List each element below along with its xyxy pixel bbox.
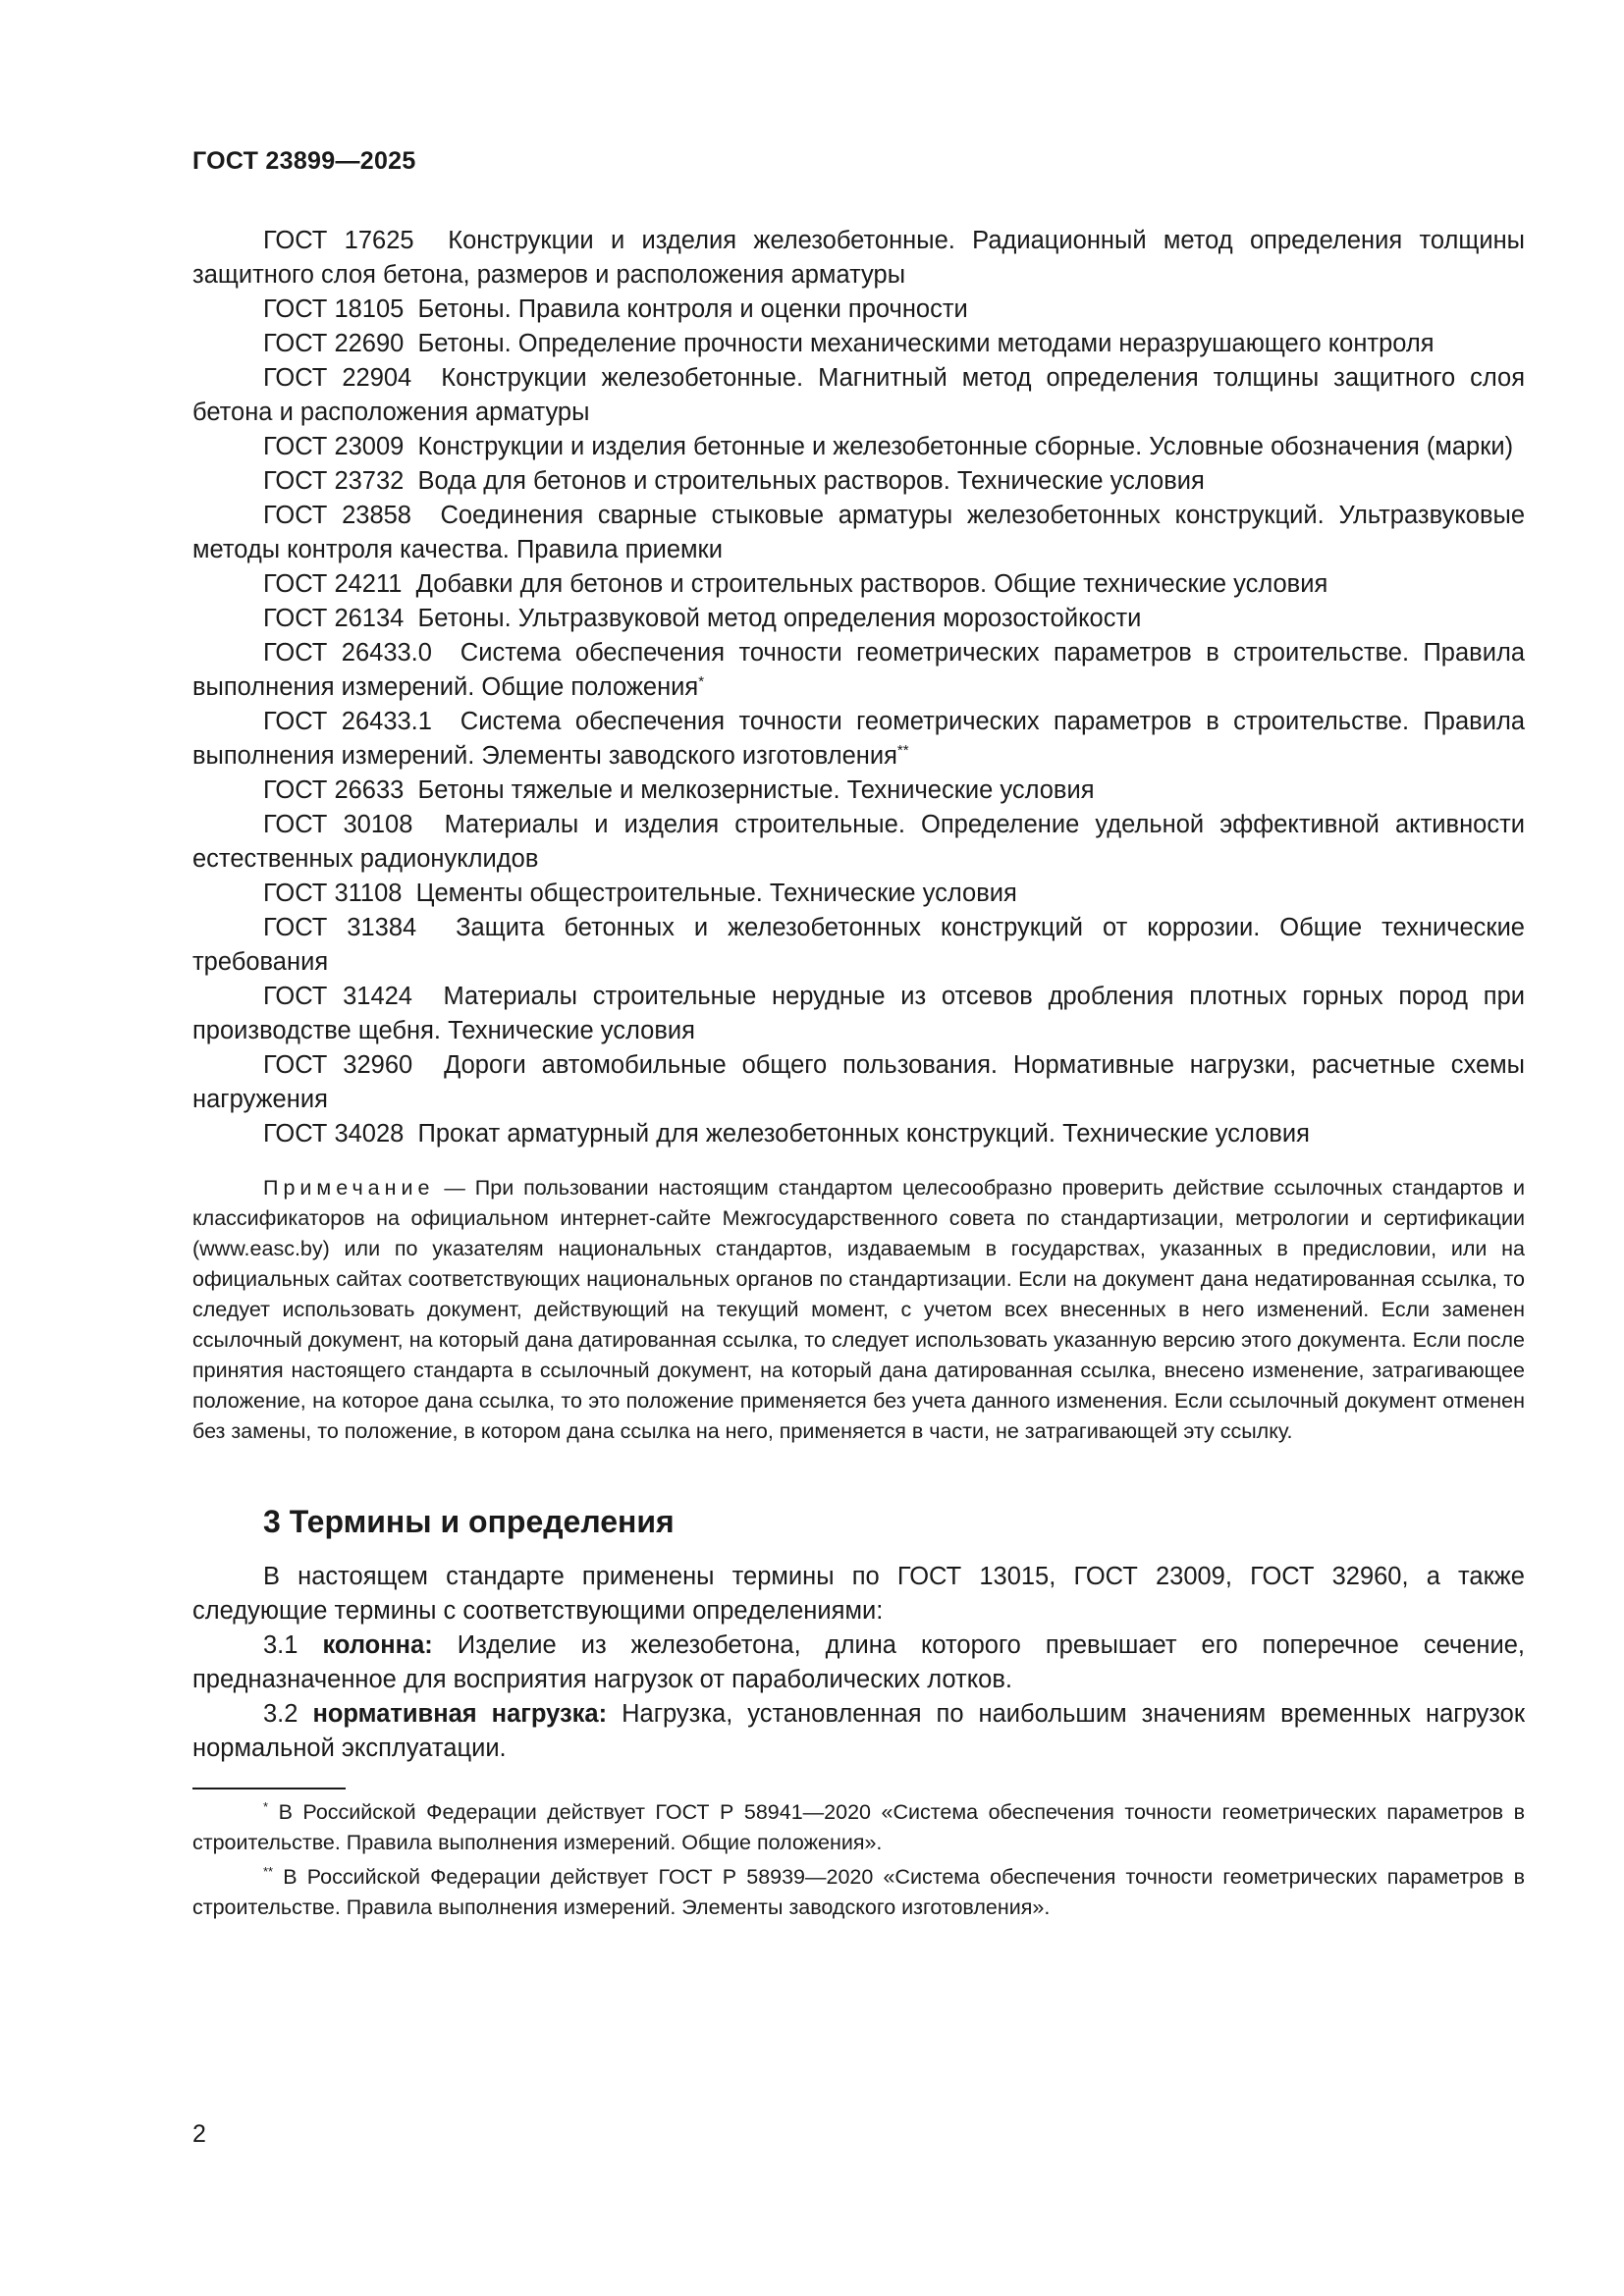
term-text: Изделие из железобетона, длина которого превышает его поперечное сечение, предназначенное для восприятия нагрузок от параболических лотков.: [192, 1631, 1525, 1693]
reference-code: ГОСТ 31424: [263, 983, 412, 1010]
term-text: Нагрузка, установленная по наибольшим значениям временных нагрузок нормальной эксплуатации.: [192, 1700, 1525, 1762]
note-paragraph: [192, 1173, 1525, 1447]
reference-item: [192, 877, 1525, 911]
footnote: [192, 1862, 1525, 1923]
reference-code: ГОСТ 26633: [263, 776, 405, 804]
reference-title: Конструкции и изделия бетонные и железобетонные сборные. Условные обозначения (марки): [417, 433, 1514, 460]
reference-item: [192, 636, 1525, 705]
page-number: 2: [192, 2120, 206, 2148]
footnote-separator: [192, 1788, 346, 1789]
reference-title: Бетоны. Ультразвуковой метод определения морозостойкости: [417, 605, 1142, 632]
term-definition: [192, 1629, 1525, 1697]
reference-code: ГОСТ 26433.1: [263, 708, 432, 735]
reference-code: ГОСТ 32960: [263, 1051, 413, 1079]
reference-item: [192, 911, 1525, 980]
reference-code: ГОСТ 23009: [263, 433, 405, 460]
document-header: ГОСТ 23899—2025: [192, 147, 416, 175]
page-content: [192, 224, 1525, 1923]
reference-code: ГОСТ 34028: [263, 1120, 405, 1148]
reference-title: Бетоны. Определение прочности механическими методами неразрушающего контроля: [417, 330, 1435, 357]
reference-item: [192, 430, 1525, 464]
reference-code: ГОСТ 31384: [263, 914, 417, 941]
section-intro: В настоящем стандарте применены термины по ГОСТ 13015, ГОСТ 23009, ГОСТ 32960, а также следующие термины с соответствующими определениями:: [192, 1563, 1525, 1625]
reference-title: Прокат арматурный для железобетонных конструкций. Технические условия: [417, 1120, 1310, 1148]
footnote-text: В Российской Федерации действует ГОСТ Р 58941—2020 «Система обеспечения точности геометрических параметров в строительстве. Правила выполнения измерений. Общие положения».: [192, 1800, 1525, 1854]
reference-item: [192, 464, 1525, 499]
normative-references-list: [192, 224, 1525, 1151]
reference-title: Цементы общестроительные. Технические условия: [415, 880, 1017, 907]
reference-title: Конструкции железобетонные. Магнитный метод определения толщины защитного слоя бетона и расположения арматуры: [192, 364, 1526, 426]
reference-title: Вода для бетонов и строительных растворов. Технические условия: [417, 467, 1205, 495]
reference-item: [192, 293, 1525, 327]
reference-code: ГОСТ 23732: [263, 467, 405, 495]
reference-item: [192, 808, 1525, 877]
reference-code: ГОСТ 22690: [263, 330, 405, 357]
reference-code: ГОСТ 24211: [263, 570, 403, 598]
footnote-text: В Российской Федерации действует ГОСТ Р 58939—2020 «Система обеспечения точности геометрических параметров в строительстве. Правила выполнения измерений. Элементы заводского изготовления».: [192, 1865, 1525, 1919]
reference-code: ГОСТ 23858: [263, 502, 411, 529]
footnote-mark: *: [263, 1799, 269, 1814]
term-definition: [192, 1697, 1525, 1766]
reference-title: Соединения сварные стыковые арматуры железобетонных конструкций. Ультразвуковые методы контроля качества. Правила приемки: [192, 502, 1525, 563]
reference-code: ГОСТ 18105: [263, 295, 405, 323]
reference-title: Материалы строительные нерудные из отсевов дробления плотных горных пород при производстве щебня. Технические условия: [192, 983, 1525, 1044]
footnote: [192, 1797, 1525, 1858]
footnote-mark: *: [698, 673, 705, 690]
reference-item: [192, 602, 1525, 636]
footnote-mark: **: [896, 742, 909, 759]
reference-title: Конструкции и изделия железобетонные. Радиационный метод определения толщины защитного слоя бетона, размеров и расположения арматуры: [192, 227, 1526, 289]
reference-item: [192, 327, 1525, 361]
reference-item: [192, 224, 1525, 293]
reference-title: Система обеспечения точности геометрических параметров в строительстве. Правила выполнения измерений. Элементы заводского изготовления: [192, 708, 1526, 770]
reference-item: [192, 980, 1525, 1048]
reference-code: ГОСТ 22904: [263, 364, 412, 392]
reference-title: Система обеспечения точности геометрических параметров в строительстве. Правила выполнения измерений. Общие положения: [192, 639, 1526, 701]
term-name: колонна:: [322, 1631, 433, 1659]
reference-title: Бетоны. Правила контроля и оценки прочности: [417, 295, 968, 323]
reference-title: Дороги автомобильные общего пользования. Нормативные нагрузки, расчетные схемы нагружения: [192, 1051, 1526, 1113]
reference-title: Материалы и изделия строительные. Определение удельной эффективной активности естественных радионуклидов: [192, 811, 1526, 873]
reference-item: [192, 361, 1525, 430]
reference-code: ГОСТ 26433.0: [263, 639, 432, 667]
reference-item: [192, 1048, 1525, 1117]
reference-item: [192, 567, 1525, 602]
reference-code: ГОСТ 26134: [263, 605, 405, 632]
reference-title: Добавки для бетонов и строительных растворов. Общие технические условия: [415, 570, 1328, 598]
reference-item: [192, 774, 1525, 808]
footnote-mark: **: [263, 1864, 274, 1879]
reference-title: Защита бетонных и железобетонных конструкций от коррозии. Общие технические требования: [192, 914, 1525, 976]
section-heading: 3 Термины и определения: [263, 1504, 675, 1539]
reference-code: ГОСТ 30108: [263, 811, 413, 838]
reference-code: ГОСТ 31108: [263, 880, 403, 907]
reference-title: Бетоны тяжелые и мелкозернистые. Технические условия: [417, 776, 1095, 804]
reference-item: [192, 1117, 1525, 1151]
reference-item: [192, 499, 1525, 567]
note-label: Примечание: [263, 1176, 435, 1200]
term-name: нормативная нагрузка:: [312, 1700, 608, 1728]
reference-item: [192, 705, 1525, 774]
reference-code: ГОСТ 17625: [263, 227, 414, 254]
term-number: 3.2: [263, 1700, 298, 1728]
note-text: — При пользовании настоящим стандартом целесообразно проверить действие ссылочных стандартов и классификаторов на официальном интернет-сайте Межгосударственного совета по стандартизации, метрологии и сертификации (www.easc.by) или по указателям национальных стандартов, издаваемым в государствах, указанных в предисловии, или на официальных сайтах соответствующих национальных органов по стандартизации. Если на документ дана недатированная ссылка, то следует использовать документ, действующий на текущий момент, с учетом всех внесенных в него изменений. Если заменен ссылочный документ, на который дана датированная ссылка, то следует использовать указанную версию этого документа. Если после принятия настоящего стандарта в ссылочный документ, на который дана датированная ссылка, внесено изменение, затрагивающее положение, на которое дана ссылка, то это положение применяется без учета данного изменения. Если ссылочный документ отменен без замены, то положение, в котором дана ссылка на него, применяется в части, не затрагивающей эту ссылку.: [192, 1176, 1525, 1443]
term-number: 3.1: [263, 1631, 298, 1659]
